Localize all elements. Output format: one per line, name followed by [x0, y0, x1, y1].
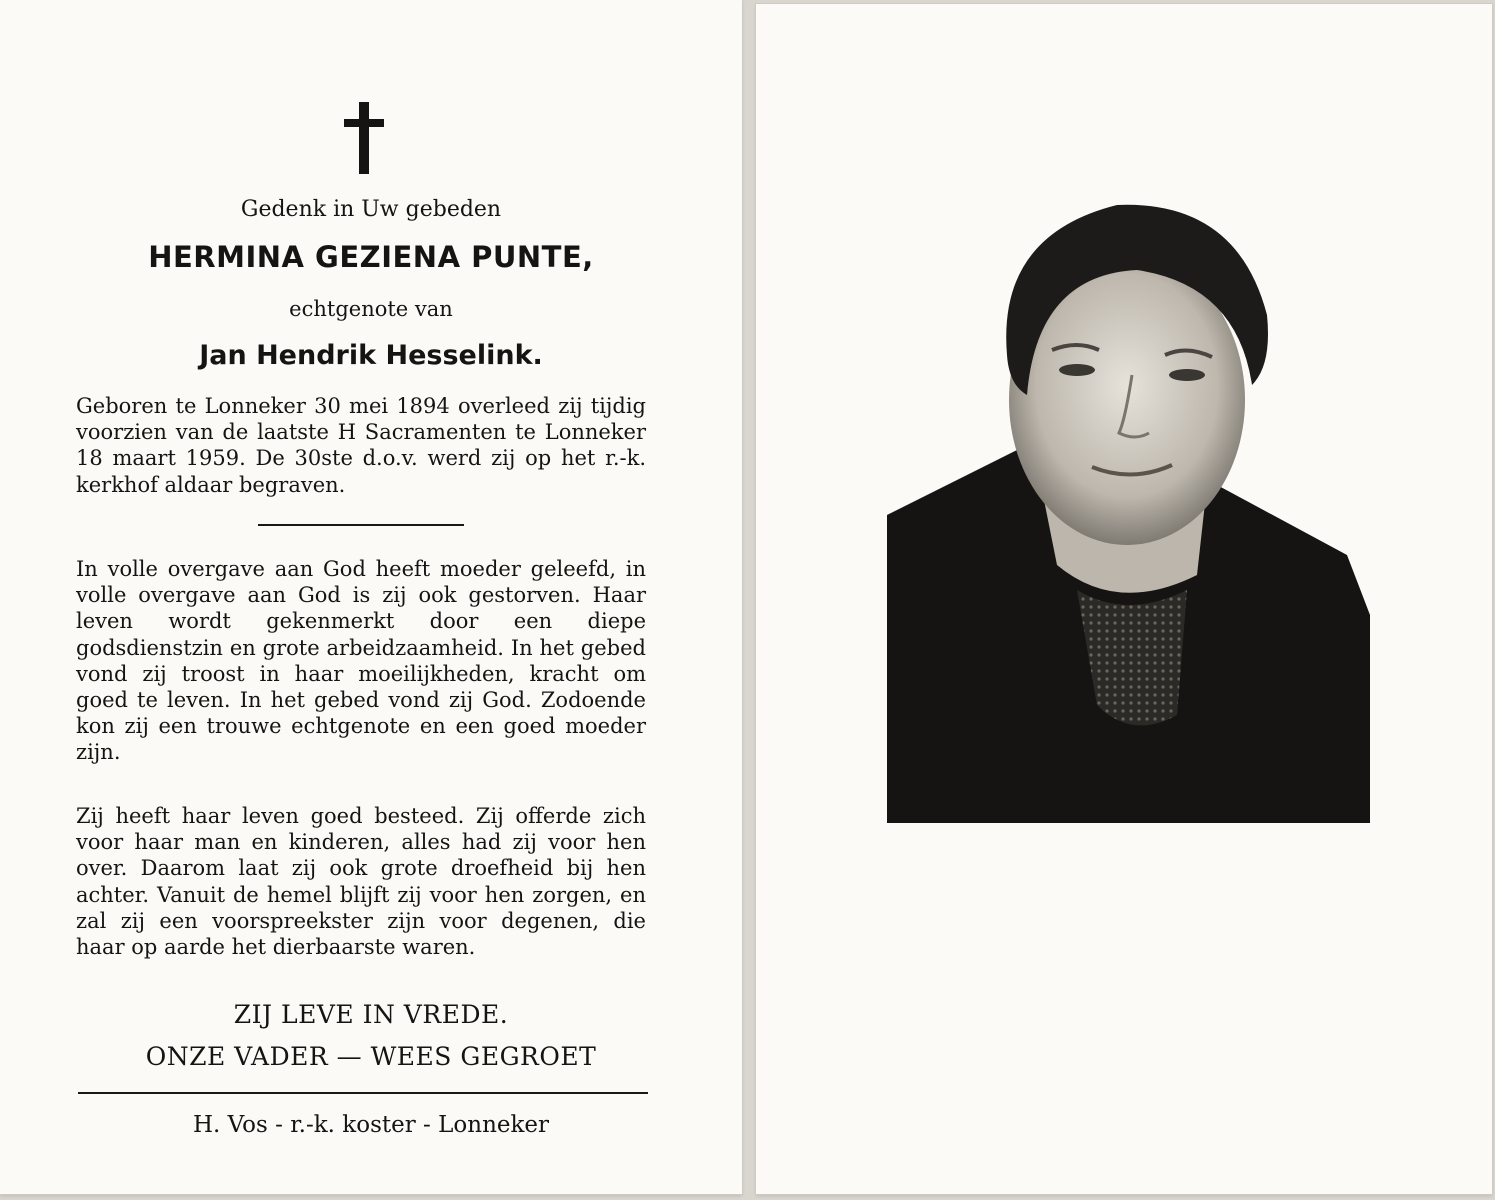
husband-name: Jan Hendrik Hesselink.	[199, 340, 543, 371]
prayers-line: ONZE VADER — WEES GEGROET	[145, 1042, 597, 1071]
closing-line: ZIJ LEVE IN VREDE.	[233, 1000, 509, 1029]
divider-long	[78, 1092, 648, 1094]
intro-text: Gedenk in Uw gebeden	[240, 197, 502, 222]
memorial-card-text-side	[0, 0, 742, 1194]
cross-icon	[344, 102, 384, 174]
relation-text: echtgenote van	[289, 297, 453, 321]
life-paragraph: In volle overgave aan God heeft moeder geleefd, in volle overgave aan God is zij ook gestorven. Haar leven wordt gekenmerkt door een diepe godsdienstzin en grote arbeidzaamheid. In het gebed vond zij troost in haar moeilijkheden, kracht om goed te leven. In het gebed vond zij God. Zodoende kon zij een trouwe echtgenote en een goed moeder zijn.	[76, 557, 646, 765]
divider-short	[258, 524, 464, 526]
legacy-paragraph: Zij heeft haar leven goed besteed. Zij offerde zich voor haar man en kinderen, alles had zij voor hen over. Daarom laat zij ook grote droefheid bij hen achter. Vanuit de hemel blijft zij voor hen zorgen, en zal zij een voorspreekster zijn voor degenen, die haar op aarde het dierbaarste waren.	[76, 804, 646, 960]
deceased-name: HERMINA GEZIENA PUNTE,	[148, 240, 594, 274]
printer-line: H. Vos - r.-k. koster - Lonneker	[192, 1112, 550, 1138]
birth-death-paragraph: Geboren te Lonneker 30 mei 1894 overleed zij tijdig voorzien van de laatste H Sacramenten te Lonneker 18 maart 1959. De 30ste d.o.v. werd zij op het r.-k. kerkhof aldaar begraven.	[76, 394, 646, 497]
portrait-photo	[887, 195, 1370, 823]
